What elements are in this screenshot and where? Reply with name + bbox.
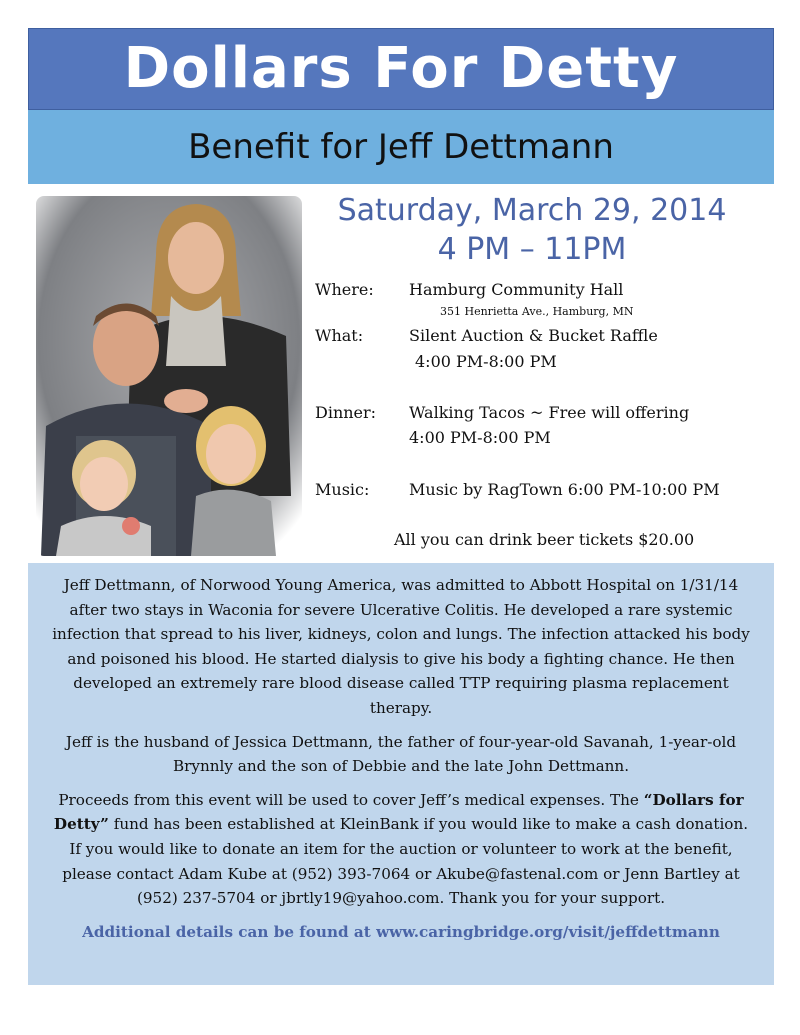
event-when bbox=[312, 192, 752, 270]
story-p3-start: Proceeds from this event will be used to cover Jeff’s medical expenses. The bbox=[58, 790, 639, 809]
story-p3-end: fund has been established at KleinBank if you would like to make a cash donation. If you would like to donate an item for the auction or volunteer to work at the benefit, please contact Adam Kube at (952) 393-7064 or Akube@fastenal.com or Jenn Bartley at (952) 237-5704 or jbrtly19@yahoo.com. Thank you for your support. bbox=[62, 815, 749, 908]
dinner-label: Dinner: bbox=[315, 403, 377, 422]
event-time: 4 PM – 11PM bbox=[437, 232, 627, 267]
event-date: Saturday, March 29, 2014 bbox=[337, 193, 727, 228]
dinner-time: 4:00 PM-8:00 PM bbox=[409, 428, 551, 447]
caringbridge-link[interactable]: Additional details can be found at www.caringbridge.org/visit/jeffdettmann bbox=[82, 922, 720, 941]
page-subtitle: Benefit for Jeff Dettmann bbox=[188, 127, 614, 167]
dinner-value: Walking Tacos ~ Free will offering bbox=[409, 403, 690, 422]
story-paragraph-3 bbox=[46, 788, 756, 911]
where-value: Hamburg Community Hall bbox=[409, 280, 624, 299]
story-section bbox=[28, 563, 774, 985]
what-value: Silent Auction & Bucket Raffle bbox=[409, 326, 658, 345]
beer-tickets: All you can drink beer tickets $20.00 bbox=[394, 530, 695, 549]
story-paragraph-2: Jeff is the husband of Jessica Dettmann, the father of four-year-old Savanah, 1-year-old Brynnly and the son of Debbie and the late John Dettmann. bbox=[65, 732, 737, 776]
title-banner bbox=[28, 28, 774, 110]
fund-name: “Dollars for Detty” bbox=[53, 790, 744, 834]
family-photo bbox=[36, 196, 302, 556]
subtitle-banner bbox=[28, 110, 774, 184]
music-value: Music by RagTown 6:00 PM-10:00 PM bbox=[409, 480, 720, 499]
what-label: What: bbox=[315, 326, 364, 345]
music-label: Music: bbox=[315, 480, 370, 499]
where-address: 351 Henrietta Ave., Hamburg, MN bbox=[440, 305, 634, 318]
story-paragraph-1: Jeff Dettmann, of Norwood Young America, was admitted to Abbott Hospital on 1/31/14 after two stays in Waconia for severe Ulcerative Colitis. He developed a rare systemic infection that spread to his liver, kidneys, colon and lungs. The infection attacked his body and poisoned his blood. He started dialysis to give his body a fighting chance. He then developed an extremely rare blood disease called TTP requiring plasma replacement therapy. bbox=[52, 576, 750, 717]
page-title: Dollars For Detty bbox=[123, 36, 679, 101]
where-label: Where: bbox=[315, 280, 374, 299]
what-time: 4:00 PM-8:00 PM bbox=[415, 352, 557, 371]
